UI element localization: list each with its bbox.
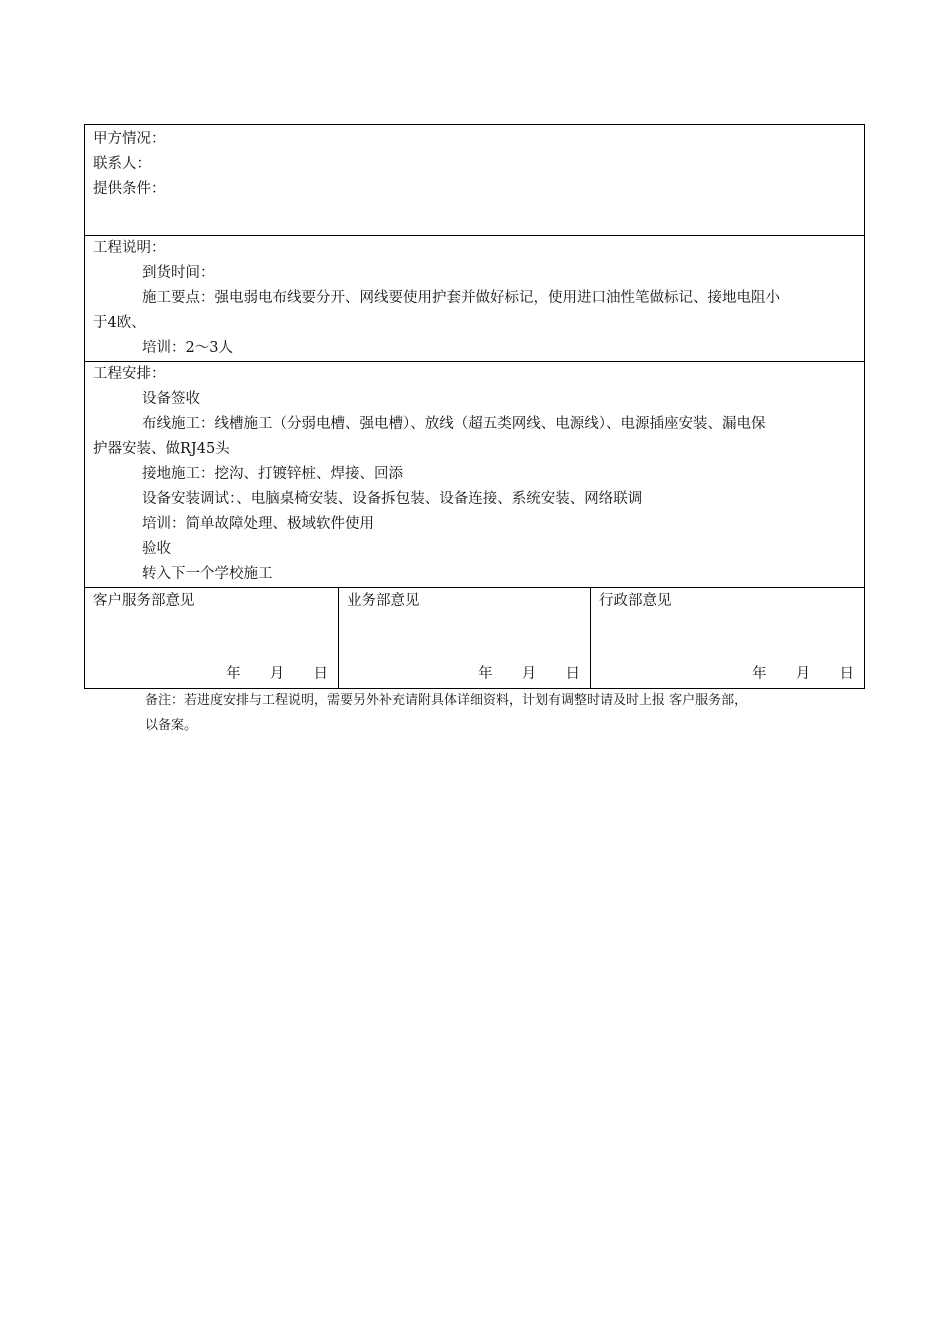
customer-service-opinion-cell[interactable] — [85, 588, 339, 689]
schedule-item: 设备签收 — [142, 391, 200, 407]
schedule-item: 培训：简单故障处理、极域软件使用 — [142, 516, 374, 532]
schedule-item: 接地施工：挖沟、打镀锌桩、焊接、回添 — [142, 466, 403, 482]
remarks-note — [145, 688, 825, 738]
contact-label: 联系人： — [93, 156, 151, 172]
schedule-item: 布线施工：线槽施工（分弱电槽、强电槽）、放线（超五类网线、电源线）、电源插座安装、漏电保 — [142, 416, 766, 432]
month-label: 月 — [795, 666, 811, 682]
year-label: 年 — [226, 666, 241, 682]
training-text: 培训：2～3人 — [142, 340, 233, 356]
project-description-section — [85, 236, 865, 362]
month-label: 月 — [521, 666, 537, 682]
key-points-continued: 于4欧、 — [93, 315, 146, 331]
day-label: 日 — [839, 666, 855, 682]
arrival-time-label: 到货时间： — [142, 265, 215, 281]
day-label: 日 — [565, 666, 580, 682]
schedule-item-continued: 护器安装、做RJ45头 — [93, 441, 230, 457]
year-label: 年 — [752, 666, 767, 682]
schedule-item: 验收 — [142, 541, 171, 557]
remarks-line: 备注：若进度安排与工程说明，需要另外补充请附具体详细资料，计划有调整时请及时上报 客户服务部， — [145, 693, 748, 708]
project-form-table — [84, 124, 865, 689]
project-description-title: 工程说明： — [93, 240, 166, 256]
opinion-title: 业务部意见 — [347, 593, 420, 609]
date-fields — [752, 662, 854, 686]
business-opinion-cell[interactable] — [339, 588, 591, 689]
day-label: 日 — [313, 666, 328, 682]
month-label: 月 — [269, 666, 285, 682]
opinion-title: 行政部意见 — [599, 593, 672, 609]
party-a-status-label: 甲方情况： — [93, 131, 166, 147]
year-label: 年 — [478, 666, 493, 682]
conditions-label: 提供条件： — [93, 181, 166, 197]
key-points-text: 施工要点：强电弱电布线要分开、网线要使用护套并做好标记，使用进口油性笔做标记、接地电阻小 — [142, 290, 780, 306]
schedule-title: 工程安排： — [93, 366, 166, 382]
date-fields — [478, 662, 580, 686]
admin-opinion-cell[interactable] — [591, 588, 865, 689]
party-a-section — [85, 125, 865, 236]
schedule-item: 转入下一个学校施工 — [142, 566, 273, 582]
schedule-item: 设备安装调试：、电脑桌椅安装、设备拆包装、设备连接、系统安装、网络联调 — [142, 491, 643, 507]
opinion-title: 客户服务部意见 — [93, 593, 195, 609]
schedule-section — [85, 362, 865, 588]
remarks-line: 以备案。 — [145, 718, 198, 733]
date-fields — [226, 662, 328, 686]
